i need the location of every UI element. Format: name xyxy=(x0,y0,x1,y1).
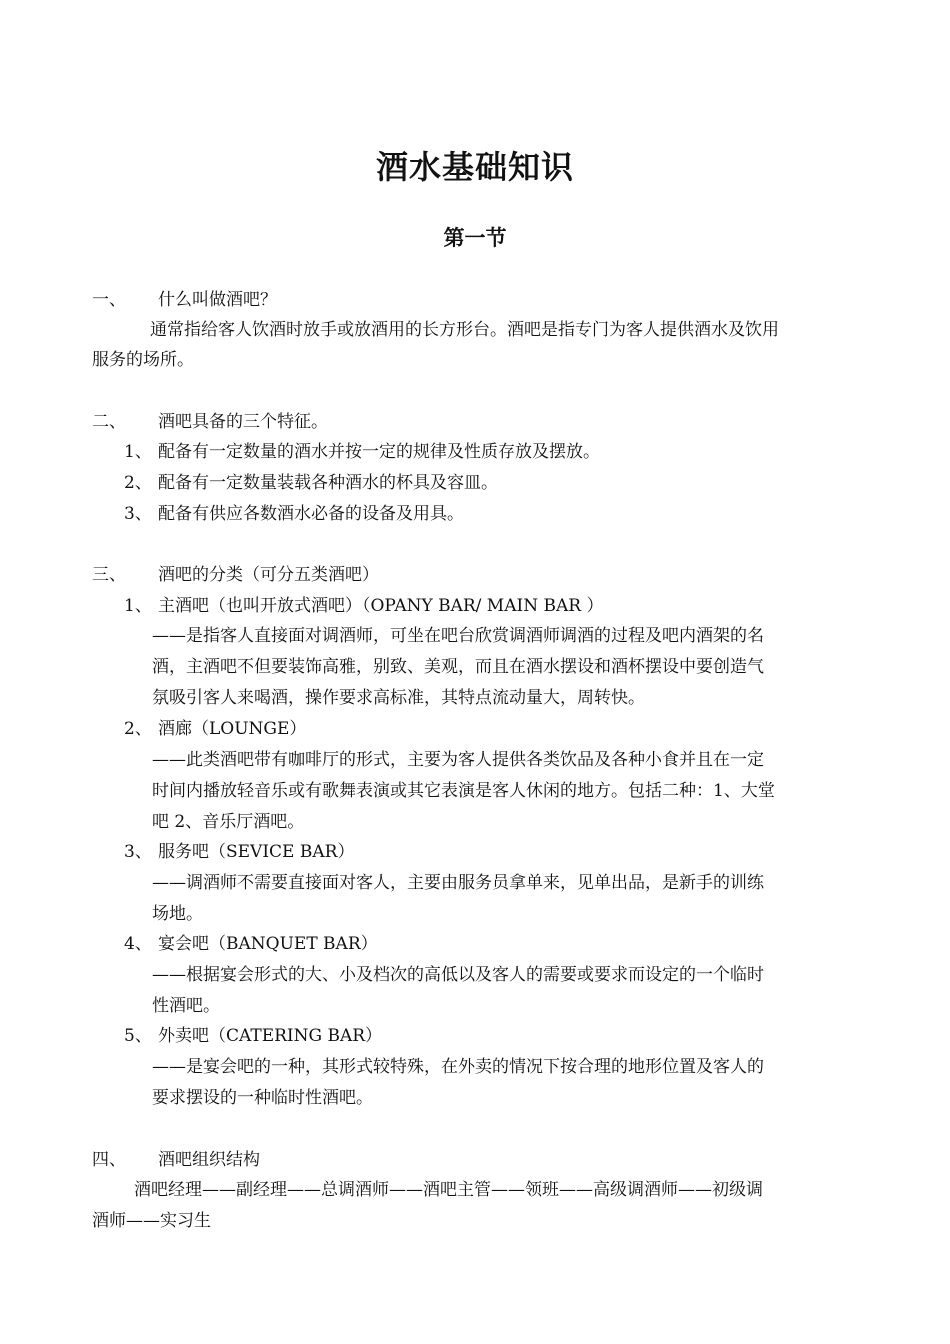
list-item-number: 1、 xyxy=(124,596,152,616)
list-item-desc: ——此类酒吧带有咖啡厅的形式，主要为客人提供各类饮品及各种小食并且在一定 xyxy=(152,750,764,770)
list-item-title: 服务吧（SEVICE BAR） xyxy=(158,842,355,862)
list-item-number: 2、 xyxy=(124,719,152,739)
list-item-desc: 要求摆设的一种临时性酒吧。 xyxy=(152,1088,373,1108)
list-item-number: 4、 xyxy=(124,934,152,954)
list-item-number: 3、 xyxy=(124,504,152,524)
list-item: 配备有一定数量的酒水并按一定的规律及性质存放及摆放。 xyxy=(158,442,600,462)
list-item-title: 酒廊（LOUNGE） xyxy=(158,719,307,739)
paragraph-line: 酒吧经理——副经理——总调酒师——酒吧主管——领班——高级调酒师——初级调 xyxy=(134,1180,763,1200)
list-item-desc: ——调酒师不需要直接面对客人，主要由服务员拿单来，见单出品，是新手的训练 xyxy=(152,873,764,893)
section-number: 二、 xyxy=(92,412,126,432)
paragraph-line: 通常指给客人饮酒时放手或放酒用的长方形台。酒吧是指专门为客人提供酒水及饮用 xyxy=(150,320,779,340)
list-item-desc: 酒，主酒吧不但要装饰高雅，别致、美观，而且在酒水摆设和酒杯摆设中要创造气 xyxy=(152,657,764,677)
list-item-desc: ——是宴会吧的一种，其形式较特殊，在外卖的情况下按合理的地形位置及客人的 xyxy=(152,1057,764,1077)
list-item-number: 1、 xyxy=(124,442,152,462)
paragraph-line: 酒师——实习生 xyxy=(92,1211,211,1231)
section-heading: 酒吧组织结构 xyxy=(158,1150,260,1170)
paragraph-line: 服务的场所。 xyxy=(92,350,194,370)
list-item-desc: ——是指客人直接面对调酒师，可坐在吧台欣赏调酒师调酒的过程及吧内酒架的名 xyxy=(152,626,764,646)
list-item-desc: 性酒吧。 xyxy=(152,996,220,1016)
list-item-desc: 吧 2、音乐厅酒吧。 xyxy=(152,812,305,832)
section-heading: 什么叫做酒吧？ xyxy=(158,290,277,310)
section-heading: 酒吧的分类（可分五类酒吧） xyxy=(158,565,379,585)
section-number: 四、 xyxy=(92,1150,126,1170)
section-number: 三、 xyxy=(92,565,126,585)
section-number: 一、 xyxy=(92,290,126,310)
list-item-desc: 氛吸引客人来喝酒，操作要求高标准，其特点流动量大，周转快。 xyxy=(152,688,645,708)
list-item-number: 3、 xyxy=(124,842,152,862)
list-item-number: 5、 xyxy=(124,1026,152,1046)
list-item-title: 主酒吧（也叫开放式酒吧）（OPANY BAR/ MAIN BAR ） xyxy=(158,596,604,616)
list-item-desc: 场地。 xyxy=(152,904,203,924)
section-heading: 酒吧具备的三个特征。 xyxy=(158,412,328,432)
list-item: 配备有一定数量装载各种酒水的杯具及容皿。 xyxy=(158,473,498,493)
list-item-title: 外卖吧（CATERING BAR） xyxy=(158,1026,383,1046)
list-item-desc: 时间内播放轻音乐或有歌舞表演或其它表演是客人休闲的地方。包括二种：1、大堂 xyxy=(152,781,775,801)
list-item: 配备有供应各数酒水必备的设备及用具。 xyxy=(158,504,464,524)
list-item-title: 宴会吧（BANQUET BAR） xyxy=(158,934,378,954)
document-title: 酒水基础知识 xyxy=(375,148,574,186)
section-title: 第一节 xyxy=(443,226,507,250)
list-item-number: 2、 xyxy=(124,473,152,493)
list-item-desc: ——根据宴会形式的大、小及档次的高低以及客人的需要或要求而设定的一个临时 xyxy=(152,965,764,985)
